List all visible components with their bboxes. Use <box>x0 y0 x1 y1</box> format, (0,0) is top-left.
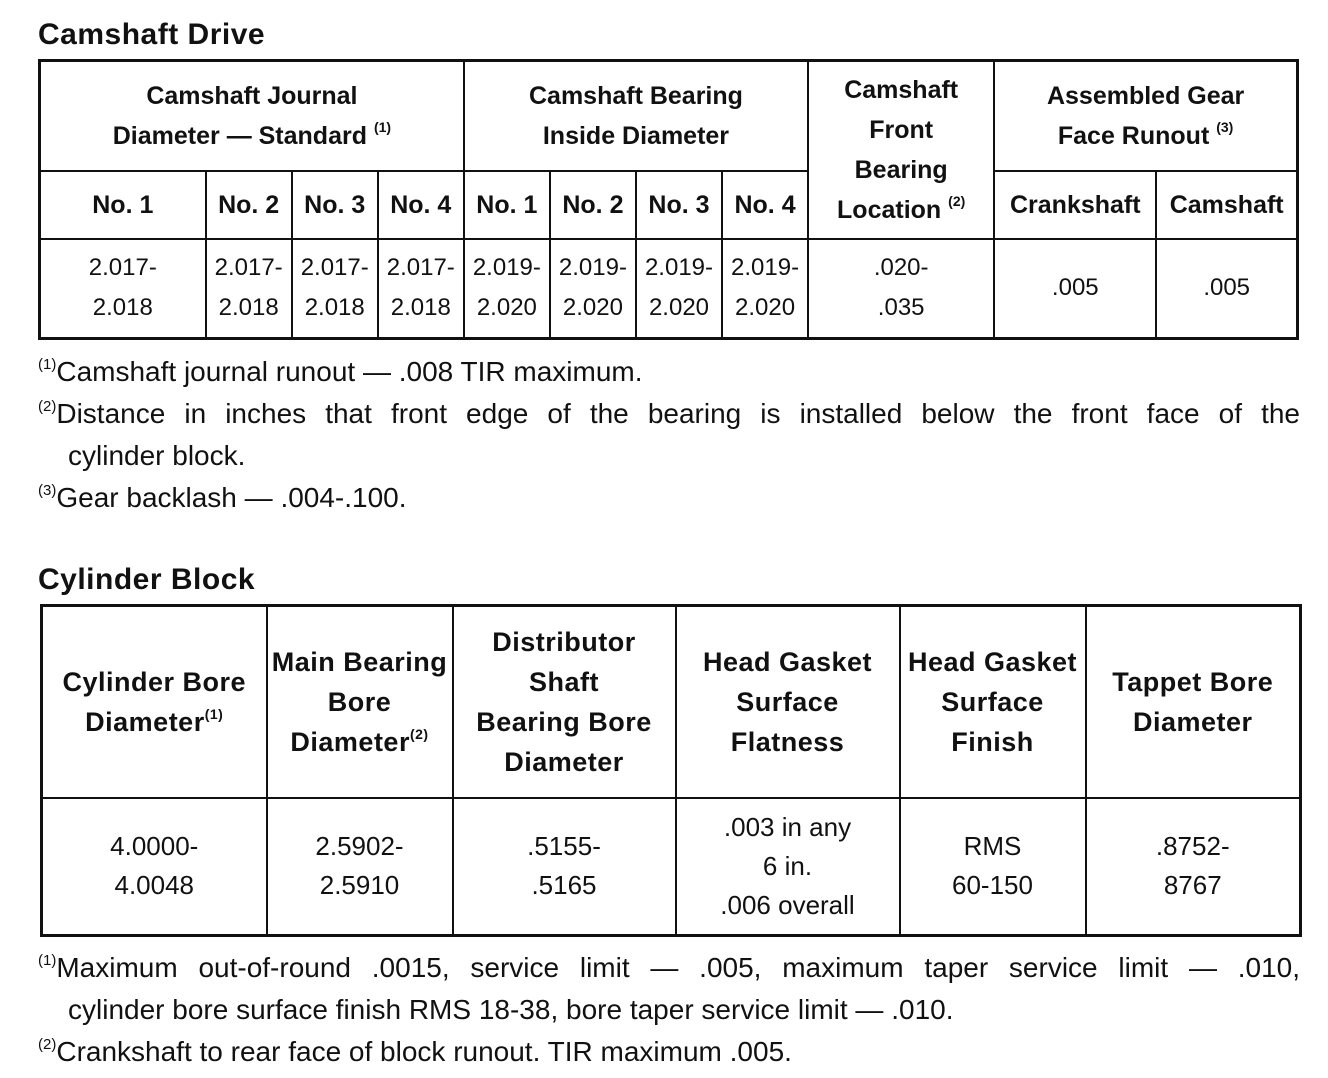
journal-no3-header: No. 3 <box>292 171 378 239</box>
cylinder-note-2: $^{(2)}$Crankshaft to rear face of block runout. TIR maximum .005. <box>38 1036 792 1067</box>
journal-no2-value: 2.017- 2.018 <box>206 239 292 339</box>
cylinder-note-1: $^{(1)}$Maximum out-of-round .0015, service limit — .005, maximum taper service limit — .010, <box>38 952 1300 983</box>
journal-no4-value: 2.017- 2.018 <box>378 239 464 339</box>
bearing-no3-header: No. 3 <box>636 171 722 239</box>
journal-no3-value: 2.017- 2.018 <box>292 239 378 339</box>
journal-no4-header: No. 4 <box>378 171 464 239</box>
cylinder-block-title: Cylinder Block <box>38 563 256 596</box>
tappet-bore-diameter-value: .8752- 8767 <box>1086 798 1301 936</box>
main-bearing-bore-diameter-header: Main Bearing Bore Diameter$^{(2)}$ <box>267 606 453 798</box>
crankshaft-runout-value: .005 <box>994 239 1156 339</box>
bearing-no1-header: No. 1 <box>464 171 550 239</box>
main-bearing-bore-diameter-value: 2.5902- 2.5910 <box>267 798 453 936</box>
front-bearing-location-header: Camshaft Front Bearing Location $^{(2)}$ <box>808 61 994 239</box>
cylinder-note-1-continued: cylinder bore surface finish RMS 18-38, bore taper service limit — .010. <box>68 994 954 1025</box>
camshaft-drive-table <box>38 59 1299 340</box>
camshaft-header: Camshaft <box>1156 171 1297 239</box>
camshaft-runout-value: .005 <box>1156 239 1297 339</box>
crankshaft-header: Crankshaft <box>994 171 1156 239</box>
cylinder-bore-diameter-value: 4.0000- 4.0048 <box>42 798 267 936</box>
bearing-inside-diameter-header: Camshaft Bearing Inside Diameter <box>464 61 808 171</box>
journal-no1-header: No. 1 <box>40 171 206 239</box>
tappet-bore-diameter-header: Tappet Bore Diameter <box>1086 606 1301 798</box>
journal-diameter-header: Camshaft Journal Diameter — Standard $^{(1)}$ <box>40 61 464 171</box>
camshaft-drive-title: Camshaft Drive <box>38 18 266 51</box>
bearing-no4-header: No. 4 <box>722 171 808 239</box>
cylinder-bore-diameter-header: Cylinder Bore Diameter$^{(1)}$ <box>42 606 267 798</box>
journal-no2-header: No. 2 <box>206 171 292 239</box>
camshaft-note-2: $^{(2)}$Distance in inches that front edge of the bearing is installed below the front face of the <box>38 398 1300 429</box>
cylinder-block-table <box>40 604 1302 937</box>
gear-face-runout-header: Assembled Gear Face Runout $^{(3)}$ <box>994 61 1297 171</box>
bearing-no4-value: 2.019- 2.020 <box>722 239 808 339</box>
head-gasket-finish-value: RMS 60-150 <box>900 798 1086 936</box>
front-bearing-location-value: .020- .035 <box>808 239 994 339</box>
camshaft-note-2-continued: cylinder block. <box>68 440 246 471</box>
head-gasket-flatness-value: .003 in any 6 in. .006 overall <box>676 798 900 936</box>
camshaft-note-3: $^{(3)}$Gear backlash — .004-.100. <box>38 482 407 513</box>
journal-no1-value: 2.017- 2.018 <box>40 239 206 339</box>
head-gasket-flatness-header: Head Gasket Surface Flatness <box>676 606 900 798</box>
camshaft-note-1: $^{(1)}$Camshaft journal runout — .008 TIR maximum. <box>38 356 643 387</box>
bearing-no1-value: 2.019- 2.020 <box>464 239 550 339</box>
bearing-no2-header: No. 2 <box>550 171 636 239</box>
distributor-shaft-bearing-bore-value: .5155- .5165 <box>453 798 676 936</box>
head-gasket-finish-header: Head Gasket Surface Finish <box>900 606 1086 798</box>
bearing-no2-value: 2.019- 2.020 <box>550 239 636 339</box>
bearing-no3-value: 2.019- 2.020 <box>636 239 722 339</box>
distributor-shaft-bearing-bore-header: Distributor Shaft Bearing Bore Diameter <box>453 606 676 798</box>
